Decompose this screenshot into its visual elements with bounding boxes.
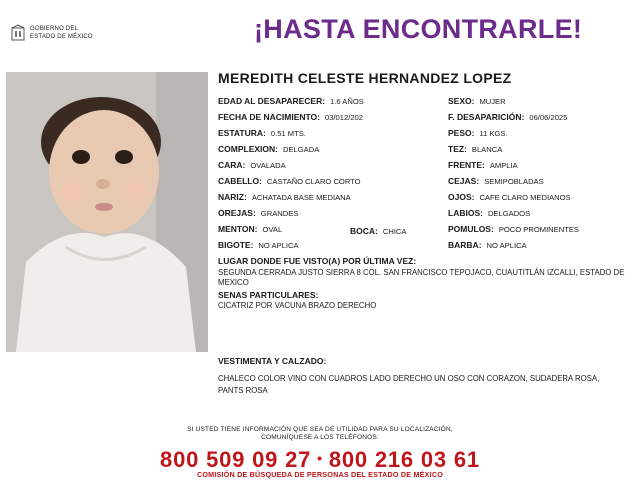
contact-info-line2: COMUNÍQUESE A LOS TELÉFONOS: <box>261 434 379 441</box>
field-ojos <box>448 192 571 202</box>
field-value: 06/06/2025 <box>529 113 568 122</box>
field-sexo <box>448 96 506 106</box>
particular-marks-text: CICATRIZ POR VACUNA BRAZO DERECHO <box>218 301 377 310</box>
field-value: CASTAÑO CLARO CORTO <box>266 177 361 186</box>
field-label: BARBA: <box>448 240 482 250</box>
field-label: FECHA DE NACIMIENTO: <box>218 112 320 122</box>
headline: ¡HASTA ENCONTRARLE! <box>254 14 583 44</box>
field-cejas <box>448 176 544 186</box>
field-label: TEZ: <box>448 144 467 154</box>
field-label: CEJAS: <box>448 176 480 186</box>
field-label: ESTATURA: <box>218 128 266 138</box>
field-label: CABELLO: <box>218 176 262 186</box>
field-pomulos <box>448 224 579 234</box>
state-coat-of-arms-icon <box>10 24 26 42</box>
separator-dot: • <box>317 450 323 466</box>
field-label: SEXO: <box>448 96 475 106</box>
field-label: POMULOS: <box>448 224 494 234</box>
phone-number-2: 800 216 03 61 <box>328 447 480 472</box>
field-value: MUJER <box>479 97 506 106</box>
logo-text-line2: ESTADO DE MÉXICO <box>30 34 93 40</box>
field-value: CHICA <box>382 227 407 236</box>
field-value: OVAL <box>262 225 283 234</box>
field-estatura <box>218 128 306 138</box>
field-tez <box>448 144 502 154</box>
field-label: OJOS: <box>448 192 475 202</box>
last-seen-title: LUGAR DONDE FUE VISTO(A) POR ÚLTIMA VEZ: <box>218 256 417 266</box>
person-name: MEREDITH CELESTE HERNANDEZ LOPEZ <box>218 70 512 86</box>
field-edad <box>218 96 364 106</box>
field-value: DELGADOS <box>487 209 531 218</box>
clothing-text: CHALECO COLOR VINO CON CUADROS LADO DERECHO UN OSO CON CORAZON, SUDADERA ROSA, PANTS ROSA <box>218 374 600 395</box>
field-value: NO APLICA <box>258 241 299 250</box>
field-frente <box>448 160 518 170</box>
clothing-title: VESTIMENTA Y CALZADO: <box>218 356 327 366</box>
field-barba <box>448 240 527 250</box>
field-nacimiento <box>218 112 363 122</box>
field-label: LABIOS: <box>448 208 483 218</box>
government-logo <box>10 24 130 46</box>
field-value: AMPLIA <box>489 161 518 170</box>
field-bigote <box>218 240 299 250</box>
field-label: OREJAS: <box>218 208 256 218</box>
field-label: F. DESAPARICIÓN: <box>448 112 525 122</box>
field-boca <box>350 226 407 236</box>
field-value: 11 KGS. <box>479 129 508 138</box>
field-label: NARIZ: <box>218 192 247 202</box>
field-labios <box>448 208 530 218</box>
field-label: BIGOTE: <box>218 240 254 250</box>
field-peso <box>448 128 508 138</box>
field-desaparicion <box>448 112 567 122</box>
field-nariz <box>218 192 351 202</box>
field-label: CARA: <box>218 160 246 170</box>
field-cabello <box>218 176 361 186</box>
field-value: CAFE CLARO MEDIANOS <box>479 193 571 202</box>
field-value: 0.51 MTS. <box>270 129 306 138</box>
last-seen-text: SEGUNDA CERRADA JUSTO SIERRA 8 COL. SAN FRANCISCO TEPOJACO, CUAUTITLÁN IZCALLI, ESTADO DE MEXICO <box>218 268 625 287</box>
field-menton <box>218 224 282 234</box>
field-value: OVALADA <box>250 161 286 170</box>
commission-name: COMISIÓN DE BÚSQUEDA DE PERSONAS DEL ESTADO DE MÉXICO <box>196 470 444 479</box>
field-value: 03/012/202 <box>325 113 364 122</box>
logo-text-line1: GOBIERNO DEL <box>30 26 79 32</box>
particular-marks-title: SENAS PARTICULARES: <box>218 290 319 300</box>
field-value: ACHATADA BASE MEDIANA <box>251 193 351 202</box>
field-label: FRENTE: <box>448 160 485 170</box>
field-value: 1.6 AÑOS <box>330 97 364 106</box>
field-label: PESO: <box>448 128 475 138</box>
field-label: COMPLEXION: <box>218 144 278 154</box>
field-orejas <box>218 208 298 218</box>
field-value: NO APLICA <box>486 241 527 250</box>
field-value: POCO PROMINENTES <box>498 225 579 234</box>
field-label: MENTON: <box>218 224 258 234</box>
field-cara <box>218 160 286 170</box>
field-label: BOCA: <box>350 226 378 236</box>
field-value: DELGADA <box>282 145 320 154</box>
child-photo <box>6 72 208 352</box>
field-value: SEMIPOBLADAS <box>484 177 544 186</box>
field-complexion <box>218 144 319 154</box>
field-value: GRANDES <box>260 209 299 218</box>
contact-info-line1: SI USTED TIENE INFORMACIÓN QUE SEA DE UTILIDAD PARA SU LOCALIZACIÓN, <box>187 426 453 433</box>
field-value: BLANCA <box>471 145 503 154</box>
field-label: EDAD AL DESAPARECER: <box>218 96 326 106</box>
phone-number-1: 800 509 09 27 <box>160 447 312 472</box>
